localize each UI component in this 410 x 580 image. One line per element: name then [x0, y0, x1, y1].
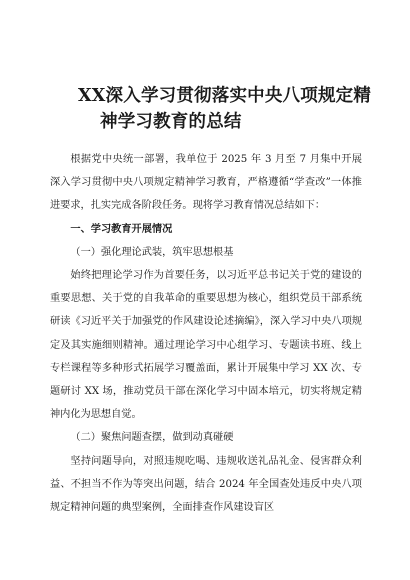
section-heading-1: 一、学习教育开展情况	[70, 222, 173, 235]
subsection-heading-2: （二）聚焦问题查摆，做到动真碰硬	[70, 432, 234, 444]
title-line-1: XX深入学习贯彻落实中央八项规定精	[78, 86, 372, 106]
subsection-body-2: 坚持问题导向，对照违规吃喝、违规收送礼品礼金、侵害群众利益、不担当不作为等突出问题，结合 2024 年全国查处违反中央八项规定精神问题的典型案例，全面排查作风建设盲区	[50, 455, 362, 514]
document-title	[78, 83, 378, 135]
document-body	[50, 148, 362, 519]
title-line-2: 神学习教育的总结	[100, 112, 242, 132]
subsection-heading-1: （一）强化理论武装，筑牢思想根基	[70, 246, 234, 258]
subsection-body-1: 始终把理论学习作为首要任务，以习近平总书记关于党的建设的重要思想、关于党的自我革命的重要思想为核心，组织党员干部系统研读《习近平关于加强党的作风建设论述摘编》，深入学习中央八项规定及其实施细则精神。通过理论学习中心组学习、专题读书班、线上专栏课程等多种形式拓展学习覆盖面，累计开展集中学习 XX 次、专题研讨 XX 场，推动党员干部在深化学习中固本培元，切实将规定精神内化为思想自觉。	[50, 270, 362, 421]
intro-paragraph: 根据党中央统一部署，我单位于 2025 年 3 月至 7 月集中开展深入学习贯彻中央八项规定精神学习教育，严格遵循“学查改”一体推进要求，扎实完成各阶段任务。现将学习教育情况总结如下：	[50, 154, 362, 212]
